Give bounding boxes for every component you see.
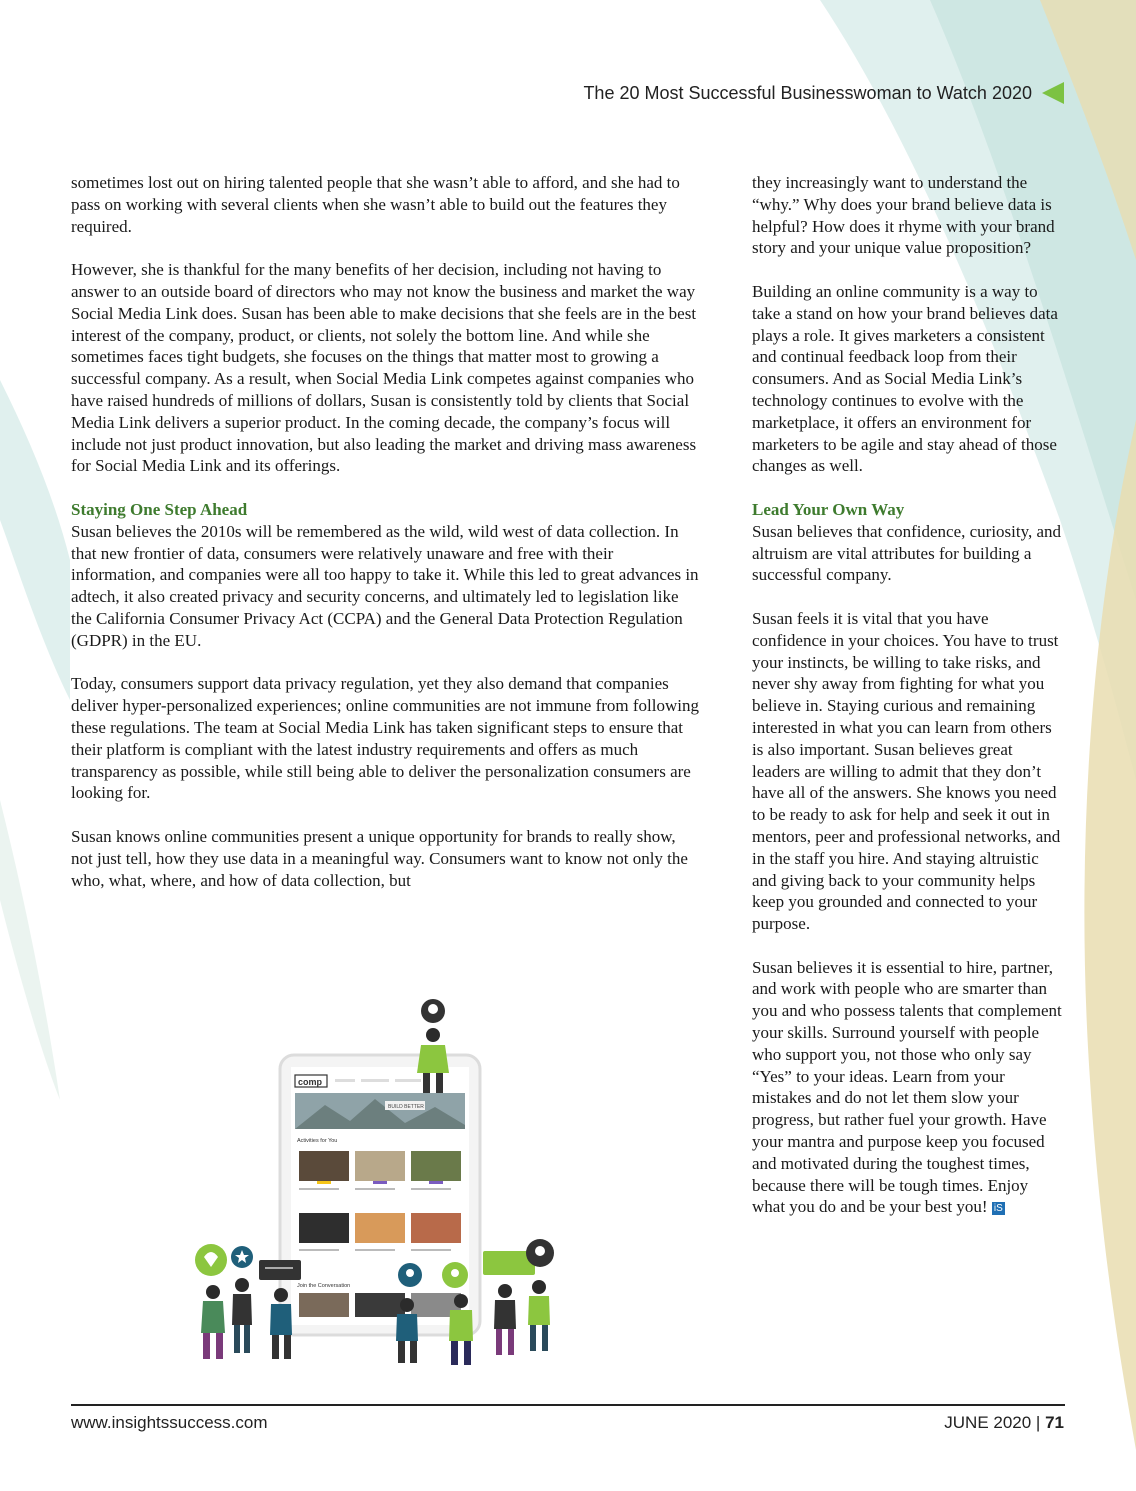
left-paragraph-3: Susan believes the 2010s will be remembered as the wild, wild west of data collection. In that new frontier of data, consumers were relatively unaware and free with their information, and companies were all too happy to take it. While this led to great advances in adtech, it also created privacy and security concerns, and ultimately led to legislation like the California Consumer Privacy Act (CCPA) and the General Data Protection Regulation (GDPR) in the EU. bbox=[71, 521, 699, 650]
right-column bbox=[752, 172, 1064, 1240]
left-paragraph-5: Susan knows online communities present a unique opportunity for brands to really show, not just tell, how they use data in a meaningful way. Consumers want to know not only the who, what, where, and how of data collection, but bbox=[71, 826, 688, 890]
footer-date: JUNE 2020 | bbox=[944, 1413, 1041, 1432]
conversation-label: Join the Conversation bbox=[297, 1283, 351, 1289]
running-header bbox=[583, 82, 1064, 104]
end-mark-icon: iS bbox=[992, 1202, 1005, 1215]
page-number: 71 bbox=[1045, 1413, 1064, 1432]
footer-rule bbox=[71, 1404, 1065, 1406]
header-title: The 20 Most Successful Businesswoman to Watch 2020 bbox=[583, 82, 1032, 103]
right-paragraph-3: Susan believes that confidence, curiosity, and altruism are vital attributes for building a successful company. bbox=[752, 521, 1062, 585]
footer-website: www.insightssuccess.com bbox=[71, 1413, 268, 1432]
banner-text: BUILD BETTER bbox=[388, 1104, 424, 1110]
right-paragraph-5-text: Susan believes it is essential to hire, partner, and work with people who are smarter than you and who possess talents that complement your skills. Surround yourself with people who support you, not those who only say “Yes” to your ideas. Learn from your mistakes and do not let them slow your progress, but rather fuel your growth. Have your mantra and purpose keep you focused and motivated during the toughest times, because there will be tough times. Enjoy what you do and be your best you! bbox=[752, 957, 1062, 1217]
right-paragraph-1: they increasingly want to understand the “why.” Why does your brand believe data is helpful? How does it rhyme with your brand story and your unique value proposition? bbox=[752, 173, 1055, 258]
left-column bbox=[71, 172, 699, 913]
chat-bubble-icon-dark bbox=[259, 1260, 301, 1280]
right-paragraph-4: Susan feels it is vital that you have confidence in your choices. You have to trust your instincts, be willing to take risks, and never shy away from fighting for what you believe in. Staying curious and remaining interested in what you can learn from others is also important. Susan believes great leaders are willing to admit that they don’t have all of the answers. She knows you need to be ready to ask for help and seek it out in mentors, peer and professional networks, and in the staff you hire. And staying altruistic and giving back to your community helps keep you grounded and connected to your purpose. bbox=[752, 608, 1061, 934]
section-heading-staying-ahead: Staying One Step Ahead bbox=[71, 499, 248, 519]
left-paragraph-1: sometimes lost out on hiring talented people that she wasn’t able to afford, and she had to pass on working with several clients when she wasn’t able to build out the features they required. bbox=[71, 173, 680, 236]
right-paragraph-5 bbox=[752, 957, 1064, 1219]
left-paragraph-4: Today, consumers support data privacy regulation, yet they also demand that companies deliver hyper-personalized experiences; online communities are not immune from following these regulations. The team at Social Media Link has taken significant steps to ensure that their platform is compliant with the latest industry requirements and offers as much transparency as possible, while still being able to deliver the personalization consumers are looking for. bbox=[71, 674, 699, 803]
right-paragraph-2: Building an online community is a way to take a stand on how your brand believes data plays a role. It gives marketers a consistent and continual feedback loop from their consumers. And as Social Media Link’s technology continues to evolve with the marketplace, it offers an environment for marketers to be agile and stay ahead of those changes as well. bbox=[752, 281, 1058, 476]
left-paragraph-2: However, she is thankful for the many benefits of her decision, including not having to answer to an outside board of directors who may not know the business and market the way Social Media Link does. Susan has been able to make decisions that she feels are in the best interest of the company, product, or clients, not solely the bottom line. And while she sometimes faces tight budgets, she focuses on the things that matter most to growing a successful company. As a result, when Social Media Link competes against companies who have raised hundreds of millions of dollars, Susan is consistently told by clients that Social Media Link delivers a superior product. In the coming decade, the company’s focus will include not just product innovation, but also leading the market and driving mass awareness for Social Media Link and its offerings. bbox=[71, 260, 697, 476]
app-logo: comp bbox=[298, 1077, 323, 1087]
footer-page-info bbox=[944, 1413, 1064, 1433]
header-triangle-icon bbox=[1042, 82, 1064, 104]
activities-label: Activities for You bbox=[297, 1138, 338, 1144]
community-illustration bbox=[185, 995, 570, 1370]
section-heading-lead-your-own-way: Lead Your Own Way bbox=[752, 499, 905, 519]
